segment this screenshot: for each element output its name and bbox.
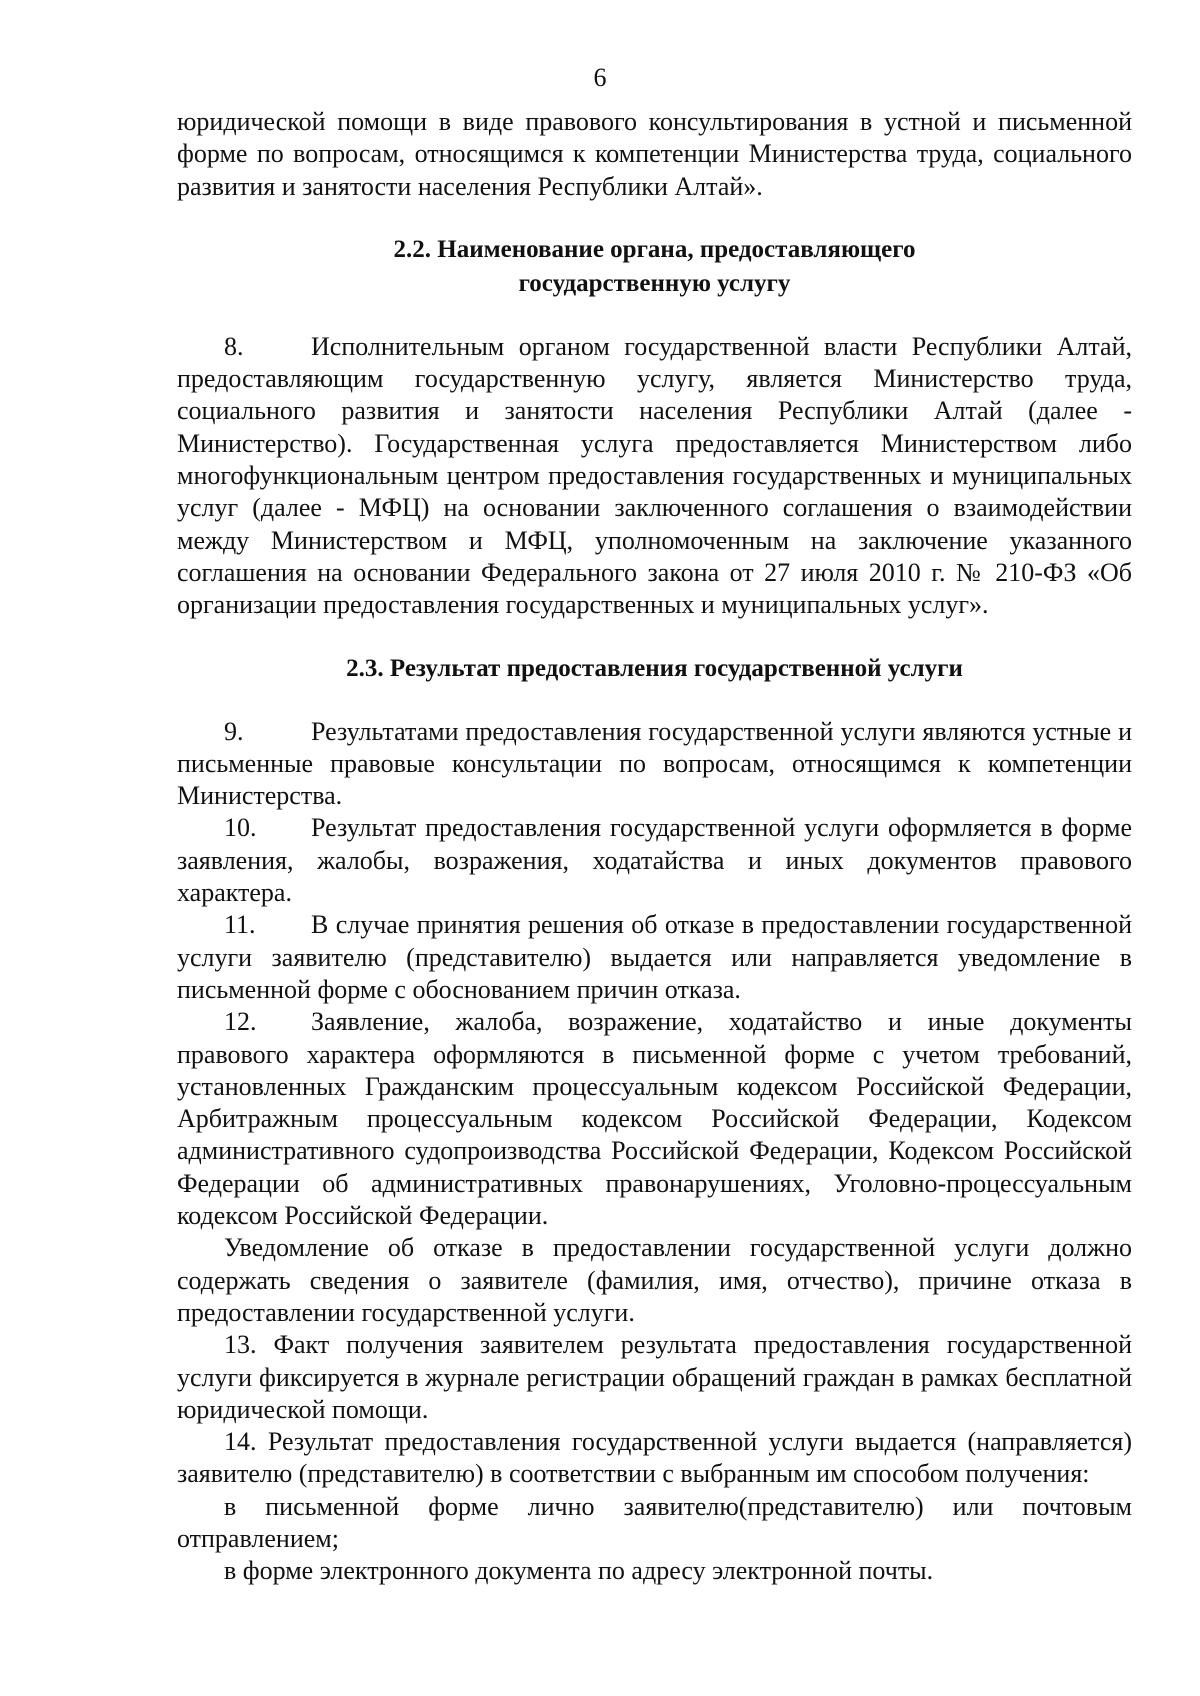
section-2-2-heading-line1: 2.2. Наименование органа, предоставляющего <box>393 235 916 263</box>
section-2-3-heading: 2.3. Результат предоставления государственной услуги <box>346 654 963 682</box>
page-number: 6 <box>593 63 607 92</box>
paragraph-10-text: Результат предоставления государственной услуги оформляется в форме заявления, жалобы, возражения, ходатайства и иных документов правового характера. <box>177 813 1132 908</box>
paragraph-8-number: 8. <box>224 331 244 361</box>
intro-paragraph: юридической помощи в виде правового консультирования в устной и письменной форме по вопросам, относящимся к компетенции Министерства труда, социального развития и занятости населения Республики Алтай». <box>177 107 1132 201</box>
paragraph-8 <box>177 331 1132 622</box>
paragraph-14: 14. Результат предоставления государственной услуги выдается (направляется) заявителю (представителю) в соответствии с выбранным им способом получения: <box>177 1427 1132 1489</box>
paragraph-11-number: 11. <box>224 910 256 940</box>
notice-paragraph: Уведомление об отказе в предоставлении государственной услуги должно содержать сведения о заявителе (фамилия, имя, отчество), причине отказа в предоставлении государственной услуги. <box>177 1233 1132 1327</box>
delivery-option-electronic: в форме электронного документа по адресу электронной почты. <box>224 1556 934 1586</box>
paragraph-12-text: Заявление, жалоба, возражение, ходатайство и иные документы правового характера оформляются в письменной форме с учетом требований, установленных Гражданским процессуальным кодексом Российской Федерации, Арбитражным процессуальным кодексом Российской Федерации, Кодексом административного судопроизводства Российской Федерации, Кодексом Российской Федерации об административных правонарушениях, Уголовно-процессуальным кодексом Российской Федерации. <box>177 1007 1132 1231</box>
paragraph-11 <box>177 909 1132 1006</box>
paragraph-9-text: Результатами предоставления государственной услуги являются устные и письменные правовые консультации по вопросам, относящимся к компетенции Министерства. <box>177 716 1132 811</box>
delivery-option-paper: в письменной форме лично заявителю(представителю) или почтовым отправлением; <box>177 1491 1132 1553</box>
section-2-2-heading <box>177 233 1132 301</box>
paragraph-12-number: 12. <box>224 1007 257 1037</box>
document-body <box>177 106 1132 1588</box>
paragraph-10-number: 10. <box>224 813 257 843</box>
paragraph-11-text: В случае принятия решения об отказе в предоставлении государственной услуги заявителю (представителю) выдается или направляется уведомление в письменной форме с обоснованием причин отказа. <box>177 910 1132 1004</box>
paragraph-9-number: 9. <box>224 716 244 746</box>
paragraph-12 <box>177 1006 1132 1232</box>
paragraph-13: 13. Факт получения заявителем результата предоставления государственной услуги фиксируется в журнале регистрации обращений граждан в рамках бесплатной юридической помощи. <box>177 1330 1132 1424</box>
section-2-2-heading-line2: государственную услугу <box>518 269 791 297</box>
paragraph-10 <box>177 812 1132 909</box>
paragraph-8-text: Исполнительным органом государственной власти Республики Алтай, предоставляющим государственную услугу, является Министерство труда, социального развития и занятости населения Республики Алтай (далее - Министерство). Государственная услуга предоставляется Министерством либо многофункциональным центром предоставления государственных и муниципальных услуг (далее - МФЦ) на основании заключенного соглашения о взаимодействии между Министерством и МФЦ, уполномоченным на заключение указанного соглашения на основании Федерального закона от 27 июля 2010 г. № 210-ФЗ «Об организации предоставления государственных и муниципальных услуг». <box>177 331 1132 620</box>
paragraph-9 <box>177 716 1132 813</box>
